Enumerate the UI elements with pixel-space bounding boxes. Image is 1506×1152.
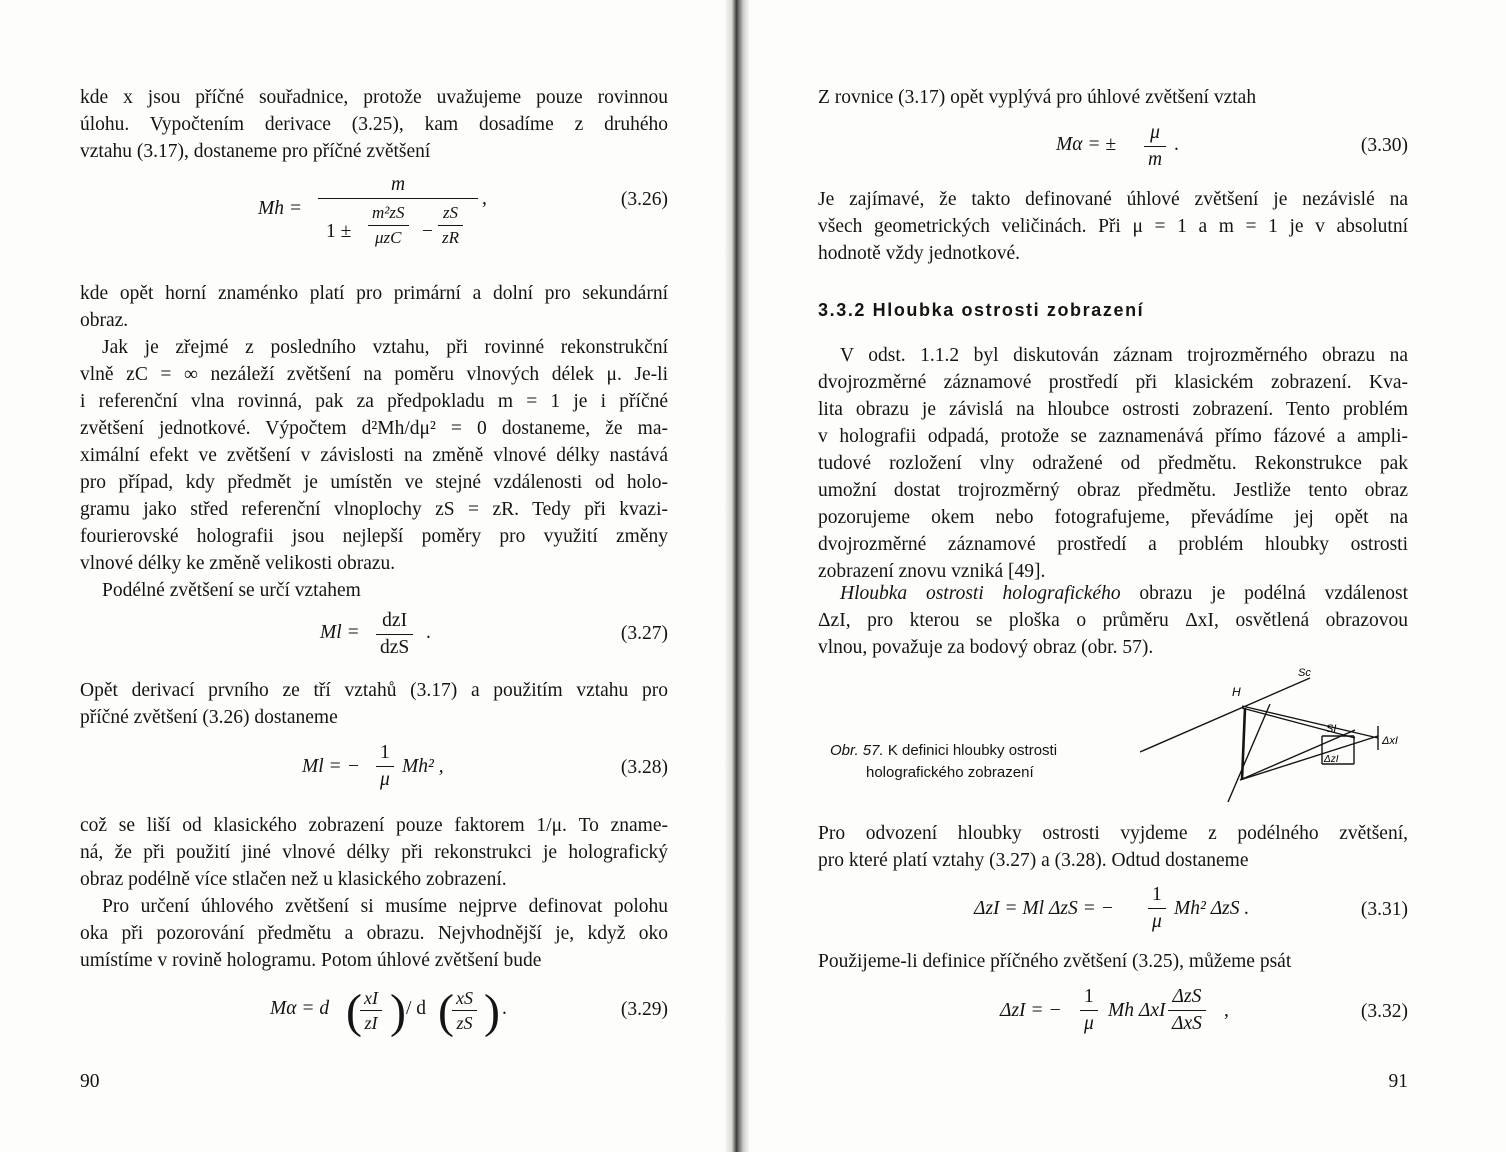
equation-label: (3.28) <box>620 757 668 778</box>
equation-3-28 <box>80 740 668 820</box>
eq-den-frac1-num: m²zS <box>372 203 405 222</box>
figure-57-diagram <box>1140 668 1440 808</box>
equation-label: (3.32) <box>1360 1001 1408 1022</box>
text-line: ΔzI, pro kterou se ploška o průměru ΔxI, osvětlená obrazovou <box>818 610 1408 631</box>
caption-text: holografického zobrazení <box>866 764 1034 781</box>
eq-numerator: dzI <box>376 608 413 635</box>
page-number: 90 <box>80 1071 100 1092</box>
text-line: kde opět horní znaménko platí pro primární a dolní pro sekundární <box>80 283 668 304</box>
italic-term: Hloubka ostrosti holografického <box>840 583 1121 604</box>
text-line: pozorujeme okem nebo fotografujeme, převádíme jej opět na <box>818 507 1408 528</box>
paren-right: ) <box>484 985 500 1038</box>
text-line: umožní dostat trojrozměrný obraz předmětu. Jestliže tento obraz <box>818 480 1408 501</box>
eq-frac1-num: 1 <box>1080 984 1098 1011</box>
label-si: SI <box>1326 723 1337 735</box>
ray-line <box>1228 704 1270 802</box>
eq-lhs: Ml = − <box>302 756 360 777</box>
eq-numerator: 1 <box>1148 882 1166 909</box>
eq-frac2-num: xS <box>456 988 473 1008</box>
eq-frac1-den: zI <box>364 1013 378 1033</box>
text-line: příčné zvětšení (3.26) dostaneme <box>80 707 338 728</box>
text-line: Hloubka ostrosti holografického obrazu je podélná vzdálenost <box>840 583 1408 604</box>
eq-frac2-num: ΔzS <box>1172 986 1202 1007</box>
eq-lhs: ΔzI = − <box>1000 1000 1062 1021</box>
ray-line <box>1140 678 1310 752</box>
text-line: zvětšení jednotkové. Výpočtem d²Mh/dμ² = 0 dostaneme, že ma- <box>80 418 668 439</box>
equation-label: (3.30) <box>1360 135 1408 156</box>
text-line: Je zajímavé, že takto definované úhlové zvětšení je nezávislé na <box>818 189 1408 210</box>
section-heading: 3.3.2 Hloubka ostrosti zobrazení <box>818 300 1145 320</box>
ray-line <box>1240 736 1378 780</box>
caption-text: K definici hloubky ostrosti <box>887 742 1058 759</box>
text-line: dvojrozměrné záznamové prostředí a problém hloubky ostrosti <box>818 534 1408 555</box>
caption-label: Obr. 57. <box>830 742 884 759</box>
equation-label: (3.31) <box>1360 899 1408 920</box>
text-line: úlohu. Vypočtením derivace (3.25), kam dosadíme z druhého <box>80 114 668 135</box>
text-line: tudové rozložení vlny odražené od předmětu. Rekonstrukce pak <box>818 453 1408 474</box>
text-line: vlnou, považuje za bodový obraz (obr. 57). <box>818 637 1154 658</box>
text-line: oka při pozorování předmětu a obrazu. Nejvhodnější je, když oko <box>80 923 668 944</box>
eq-frac1-den: μ <box>1084 1013 1094 1034</box>
label-sc: Sc <box>1298 668 1311 679</box>
text-line: Pro odvození hloubky ostrosti vyjdeme z podélného zvětšení, <box>818 823 1408 844</box>
text-line: V odst. 1.1.2 byl diskutován záznam trojrozměrného obrazu na <box>840 345 1408 366</box>
equation-3-26 <box>80 172 668 272</box>
eq-tail: . <box>426 622 431 643</box>
eq-denominator: m <box>1148 149 1163 170</box>
text-line: všech geometrických veličinách. Při μ = 1 a m = 1 je v absolutní <box>818 216 1408 237</box>
eq-numerator: m <box>390 174 406 195</box>
equation-3-32 <box>818 984 1408 1064</box>
text-line: což se liší od klasického zobrazení pouze faktorem 1/μ. To zname- <box>80 815 668 836</box>
text-line: ximální efekt ve zvětšení v závislosti na změně vlnové délky nastává <box>80 445 668 466</box>
text-line: v holografii odpadá, protože se zaznamenává přímo fázové a ampli- <box>818 426 1408 447</box>
eq-tail: , <box>482 188 487 209</box>
text-line: vlně zC = ∞ nezáleží zvětšení na poměru vlnových délek μ. Je-li <box>80 364 668 385</box>
text-line: zobrazení znovu vzniká [49]. <box>818 561 1046 582</box>
eq-tail: , <box>1224 1000 1229 1021</box>
eq-lhs: Mα = ± <box>1056 134 1117 155</box>
text-line: Jak je zřejmé z posledního vztahu, při rovinné rekonstrukční <box>102 337 668 358</box>
text-line: kde x jsou příčné souřadnice, protože uvažujeme pouze rovinnou <box>80 87 668 108</box>
eq-denominator: μ <box>1152 911 1162 932</box>
label-dz: ΔzI <box>1324 754 1339 765</box>
eq-den-mid: − <box>422 221 433 242</box>
paren-left: ( <box>346 985 362 1038</box>
text-line: obraz podélně více stlačen než u klasického zobrazení. <box>80 869 507 890</box>
paren-right: ) <box>390 985 406 1038</box>
eq-tail: Mh² , <box>402 756 444 777</box>
text-line: lita obrazu je závislá na hloubce ostrosti zobrazení. Tento problém <box>818 399 1408 420</box>
eq-mid: / d <box>406 998 427 1019</box>
text-line: vztahu (3.17), dostaneme pro příčné zvětšení <box>80 141 431 162</box>
text-line: Pro určení úhlového zvětšení si musíme nejprve definovat polohu <box>102 896 668 917</box>
left-page <box>80 0 668 1152</box>
text-line: pro které platí vztahy (3.27) a (3.28). Odtud dostaneme <box>818 850 1249 871</box>
eq-tail: Mh² ΔzS . <box>1174 898 1250 919</box>
book-gutter <box>724 0 750 1152</box>
equation-label: (3.26) <box>620 189 668 210</box>
eq-den-frac1-den: μzC <box>375 228 402 247</box>
eq-denominator: dzS <box>380 637 410 658</box>
eq-lhs: Mh = <box>258 198 303 219</box>
eq-frac2-den: ΔxS <box>1172 1013 1202 1034</box>
figure-caption <box>830 740 1057 784</box>
eq-den-frac2-den: zR <box>442 228 459 247</box>
eq-numerator: 1 <box>376 740 394 767</box>
eq-numerator: μ <box>1150 122 1160 143</box>
eq-lhs: ΔzI = Ml ΔzS = − <box>974 898 1114 919</box>
text-line: Z rovnice (3.17) opět vyplývá pro úhlové zvětšení vztah <box>818 87 1257 108</box>
page-number: 91 <box>1388 1071 1408 1092</box>
text-line: ná, že při použití jiné vlnové délky při rekonstrukci je holografický <box>80 842 668 863</box>
eq-frac1-num: xI <box>364 988 378 1008</box>
text-line: gramu jako střed referenční vlnoplochy zS = zR. Tedy při kvazi- <box>80 499 668 520</box>
label-dx: ΔxI <box>1382 735 1398 747</box>
text-line: fourierovské holografii jsou nejlepší poměry pro využití změny <box>80 526 668 547</box>
text-line: i referenční vlna rovinná, pak za předpokladu m = 1 je i příčné <box>80 391 668 412</box>
eq-denominator: μ <box>380 769 390 790</box>
eq-mid: Mh ΔxI <box>1108 1000 1166 1021</box>
eq-den-frac2-num: zS <box>442 203 459 222</box>
eq-den-pre: 1 ± <box>326 221 352 242</box>
ray-line <box>1242 708 1355 738</box>
text-line: vlnové délky ke změně velikosti obrazu. <box>80 553 396 574</box>
eq-tail: . <box>502 998 507 1019</box>
text-line: umístíme v rovině hologramu. Potom úhlové zvětšení bude <box>80 950 542 971</box>
equation-3-27 <box>80 608 668 688</box>
text-line: pro případ, kdy předmět je umístěn ve stejné vzdálenosti od holo- <box>80 472 668 493</box>
eq-lhs: Ml = <box>320 622 360 643</box>
equation-label: (3.27) <box>620 623 668 644</box>
eq-lhs: Mα = d <box>270 998 330 1019</box>
eq-frac2-den: zS <box>456 1013 473 1033</box>
text-line: obraz. <box>80 310 129 331</box>
text-line: Použijeme-li definice příčného zvětšení (3.25), můžeme psát <box>818 951 1292 972</box>
paren-left: ( <box>438 985 454 1038</box>
text-line: hodnotě vždy jednotkové. <box>818 243 1020 264</box>
text-line: Opět derivací prvního ze tří vztahů (3.17) a použitím vztahu pro <box>80 680 668 701</box>
equation-3-29 <box>80 980 668 1060</box>
label-h: H <box>1232 685 1241 699</box>
text-line: dvojrozměrné záznamové prostředí při klasickém zobrazení. Kva- <box>818 372 1408 393</box>
eq-tail: . <box>1174 134 1179 155</box>
text-line: Podélné zvětšení se určí vztahem <box>102 580 361 601</box>
equation-label: (3.29) <box>620 999 668 1020</box>
right-page <box>818 0 1408 1152</box>
